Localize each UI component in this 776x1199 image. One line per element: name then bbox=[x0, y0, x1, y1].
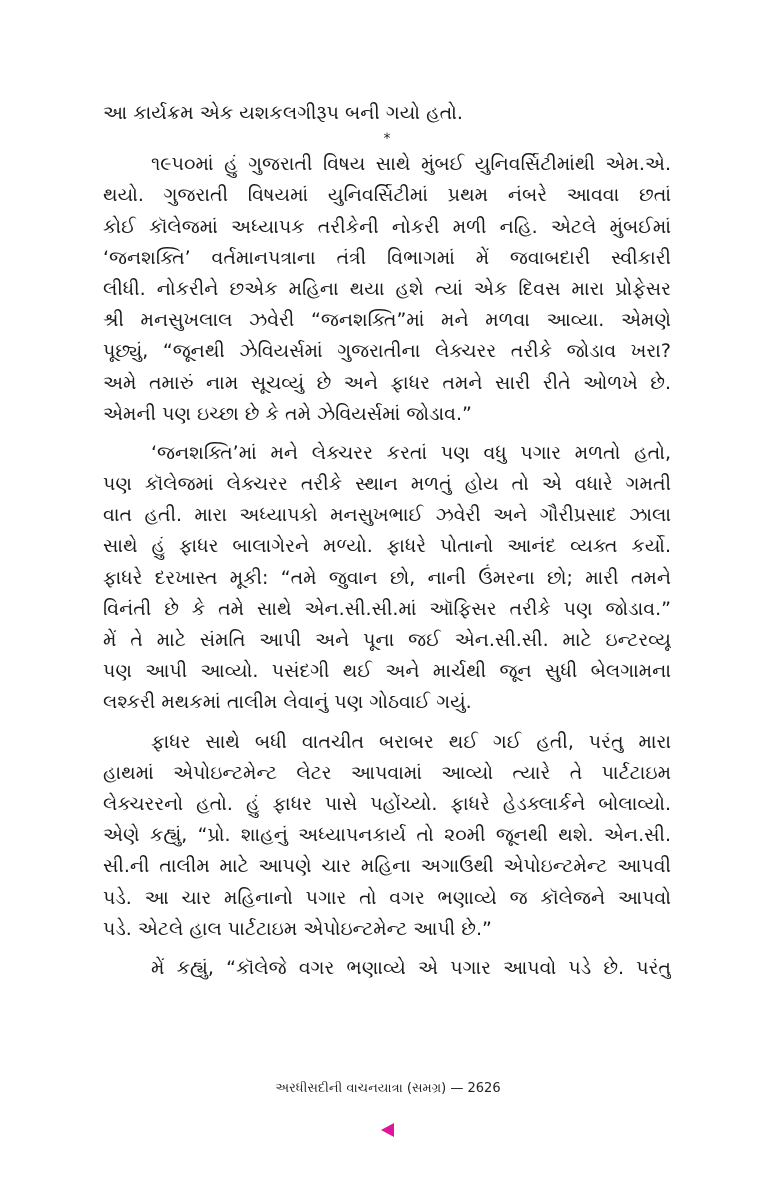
text-line: વાત હતી. મારા અધ્યાપકો મનસુખભાઈ ઝવેરી અને ગૌરીપ્રસાદ ઝાલા bbox=[103, 504, 671, 527]
text-line: મેં કહ્યું, “કૉલેજે વગર ભણાવ્યે એ પગાર આપવો પડે છે. પરંતુ bbox=[151, 956, 671, 979]
previous-page-arrow-icon[interactable] bbox=[381, 1123, 394, 1137]
text-line: સી.ની તાલીમ માટે આપણે ચાર મહિના અગાઉથી એપોઇન્ટમેન્ટ આપવી bbox=[103, 855, 671, 878]
paragraph-1 bbox=[103, 149, 671, 430]
paragraph-2 bbox=[103, 438, 671, 719]
text-line: સાથે હું ફાધર બાલાગેરને મળ્યો. ફાધરે પોતાનો આનંદ વ્યક્ત કર્યો. bbox=[103, 535, 671, 558]
text-line: કોઈ કૉલેજમાં અધ્યાપક તરીકેની નોકરી મળી નહિ. એટલે મુંબઈમાં bbox=[103, 215, 671, 238]
text-line: શ્રી મનસુખલાલ ઝવેરી “જનશક્તિ”માં મને મળવા આવ્યા. એમણે bbox=[103, 309, 671, 332]
text-line: પડે. આ ચાર મહિનાનો પગાર તો વગર ભણાવ્યે જ કૉલેજને આપવો bbox=[103, 886, 671, 909]
intro-paragraph bbox=[103, 98, 671, 129]
page-number: 2626 bbox=[467, 1081, 501, 1096]
text-line: એમની પણ ઇચ્છા છે કે તમે ઝેવિયર્સમાં જોડાવ.” bbox=[103, 402, 472, 425]
text-line: લશ્કરી મથકમાં તાલીમ લેવાનું પણ ગોઠવાઈ ગયું. bbox=[103, 691, 472, 714]
text-line: પડે. એટલે હાલ પાર્ટટાઇમ એપોઇન્ટમેન્ટ આપી છે.” bbox=[103, 917, 492, 940]
text-line: ફાધર સાથે બધી વાતચીત બરાબર થઈ ગઈ હતી, પરંતુ મારા bbox=[151, 730, 671, 753]
text-line: હાથમાં એપોઇન્ટમેન્ટ લેટર આપવામાં આવ્યો ત્યારે તે પાર્ટટાઇમ bbox=[103, 761, 671, 784]
page-footer bbox=[0, 1081, 776, 1096]
text-line: પૂછ્યું, “જૂનથી ઝેવિયર્સમાં ગુજરાતીના લેક્ચરર તરીકે જોડાવ ખરા? bbox=[103, 340, 671, 363]
body-text bbox=[103, 98, 671, 984]
footer-dash: — bbox=[450, 1081, 464, 1096]
text-line: પણ કૉલેજમાં લેક્ચરર તરીકે સ્થાન મળતું હોય તો એ વધારે ગમતી bbox=[103, 473, 671, 496]
text-line: લેક્ચરરનો હતો. હું ફાધર પાસે પહોંચ્યો. ફાધરે હેડક્લાર્કને બોલાવ્યો. bbox=[103, 792, 671, 815]
section-separator: * bbox=[383, 131, 391, 148]
text-line: થયો. ગુજરાતી વિષયમાં યુનિવર્સિટીમાં પ્રથમ નંબરે આવવા છતાં bbox=[103, 184, 671, 207]
text-line: લીધી. નોકરીને છએક મહિના થયા હશે ત્યાં એક દિવસ મારા પ્રોફેસર bbox=[103, 277, 671, 300]
book-title: અરધીસદીની વાચનયાત્રા (સમગ્ર) bbox=[275, 1081, 447, 1096]
text-line: ‘જનશક્તિ’ વર્તમાનપત્રાના તંત્રી વિભાગમાં મેં જવાબદારી સ્વીકારી bbox=[103, 246, 671, 269]
text-line: અમે તમારું નામ સૂચવ્યું છે અને ફાધર તમને સારી રીતે ઓળખે છે. bbox=[103, 371, 671, 394]
text-line: ‘જનશક્તિ’માં મને લેક્ચરર કરતાં પણ વધુ પગાર મળતો હતો, bbox=[151, 441, 671, 464]
text-line: વિનંતી છે કે તમે સાથે એન.સી.સી.માં ઑફિસર તરીકે પણ જોડાવ.” bbox=[103, 597, 671, 620]
text-line: આ કાર્યક્રમ એક યશકલગીરૂપ બની ગયો હતો. bbox=[103, 102, 463, 124]
paragraph-4 bbox=[103, 953, 671, 984]
text-line: મેં તે માટે સંમતિ આપી અને પૂના જઈ એન.સી.સી. માટે ઇન્ટરવ્યૂ bbox=[103, 629, 671, 651]
text-line: ફાધરે દરખાસ્ત મૂકી: “તમે જુવાન છો, નાની ઉંમરના છો; મારી તમને bbox=[103, 566, 671, 589]
text-line: એણે કહ્યું, “પ્રો. શાહનું અધ્યાપનકાર્ય તો ૨૦મી જૂનથી થશે. એન.સી. bbox=[103, 824, 671, 847]
paragraph-3 bbox=[103, 727, 671, 945]
text-line: પણ આપી આવ્યો. પસંદગી થઈ અને માર્ચથી જૂન સુધી બેલગામના bbox=[103, 660, 671, 683]
text-line: ૧૯૫૦માં હું ગુજરાતી વિષય સાથે મુંબઈ યુનિવર્સિટીમાંથી એમ.એ. bbox=[151, 153, 671, 176]
